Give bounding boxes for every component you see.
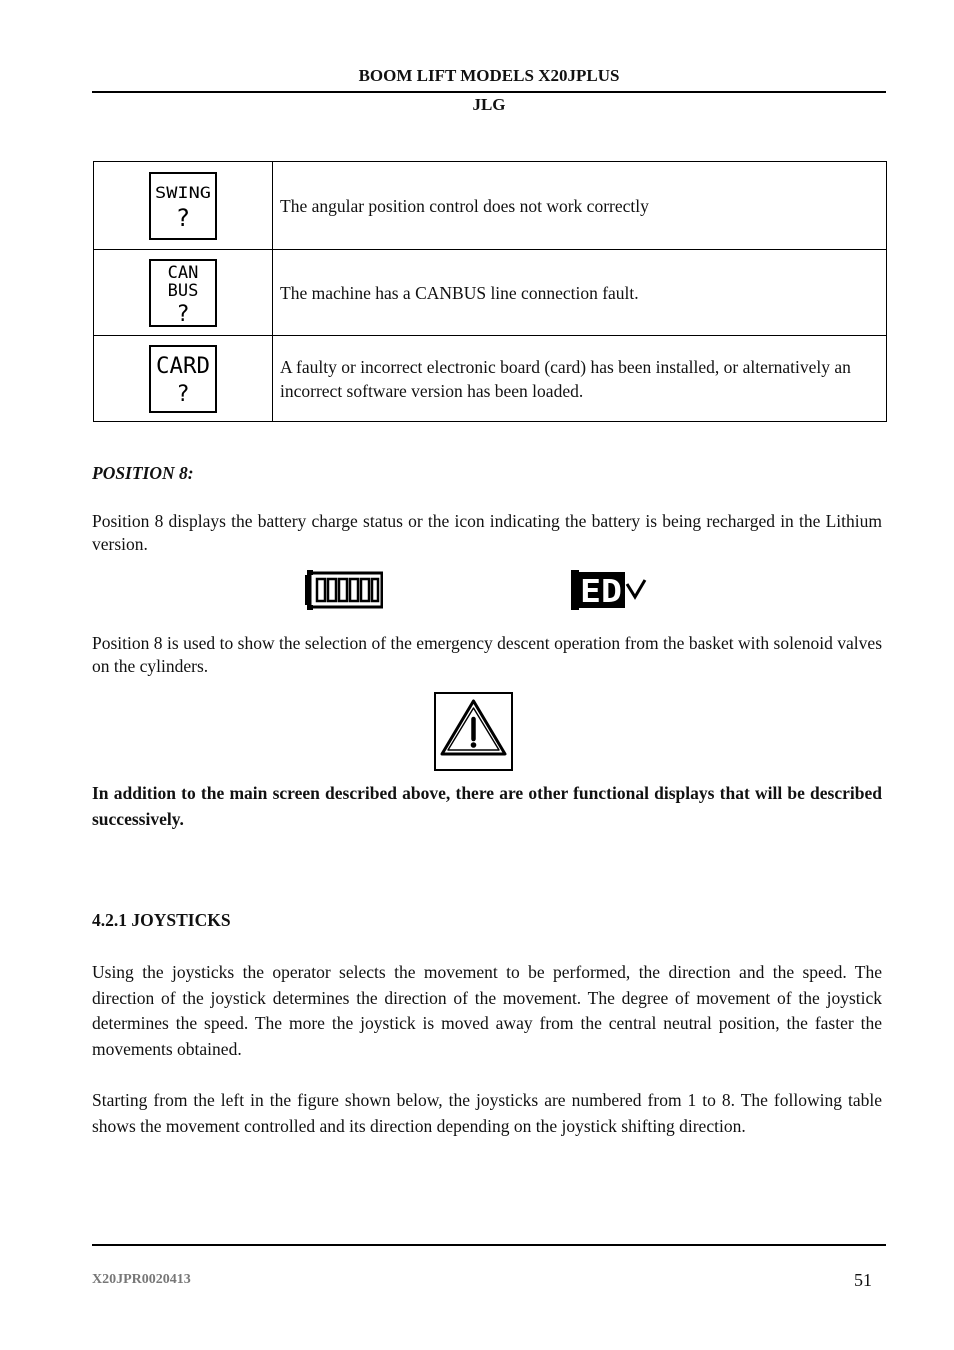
icon-line: BUS: [167, 280, 199, 301]
header-rule: [92, 91, 886, 93]
joysticks-paragraph-2: Starting from the left in the figure shown below, the joysticks are numbered from 1 to 8. The following table shows the movement controlled and its direction depending on the joystick shifting direction.: [92, 1090, 882, 1136]
ed-icon-label: ED: [580, 574, 622, 610]
additional-displays-note: In addition to the main screen described above, there are other functional displays that will be described successively.: [92, 783, 882, 829]
table-row: [94, 336, 887, 422]
icon-line: ?: [176, 301, 190, 325]
icon-cell: [94, 162, 273, 250]
icon-line: SWING: [155, 182, 211, 202]
icon-line: CARD: [156, 353, 210, 379]
fault-description: The machine has a CANBUS line connection fault.: [273, 250, 887, 336]
battery-charge-icon: [305, 570, 383, 610]
card-question-icon: [149, 345, 217, 413]
swing-question-icon: [149, 172, 217, 240]
icon-cell: [94, 336, 273, 422]
position-8-paragraph-1: Position 8 displays the battery charge status or the icon indicating the battery is being recharged in the Lithium version.: [92, 511, 882, 554]
table-row: [94, 162, 887, 250]
position-8-paragraph-2: Position 8 is used to show the selection of the emergency descent operation from the basket with solenoid valves on the cylinders.: [92, 633, 882, 676]
warning-icon: [434, 692, 514, 772]
icon-line: ?: [175, 203, 191, 232]
canbus-question-icon: [149, 259, 217, 327]
header-title: BOOM LIFT MODELS X20JPLUS: [358, 66, 620, 85]
header-brand: JLG: [472, 95, 506, 114]
section-heading-joysticks: 4.2.1 JOYSTICKS: [92, 910, 231, 930]
table-row: [94, 250, 887, 336]
fault-description: The angular position control does not work correctly: [273, 162, 887, 250]
page-number: 51: [854, 1270, 872, 1290]
position-8-title: POSITION 8:: [92, 463, 194, 483]
icon-cell: [94, 250, 273, 336]
icon-line: CAN: [167, 262, 199, 283]
emergency-descent-icon: [571, 570, 647, 610]
icon-line: ?: [176, 381, 190, 407]
fault-code-table: [93, 161, 887, 422]
footer-rule: [92, 1244, 886, 1246]
fault-description: A faulty or incorrect electronic board (card) has been installed, or alternatively an incorrect software version has been loaded.: [273, 336, 887, 422]
document-code: X20JPR0020413: [92, 1272, 191, 1287]
joysticks-paragraph-1: Using the joysticks the operator selects the movement to be performed, the direction and the speed. The direction of the joystick determines the direction of the movement. The degree of movement of the joystick determines the speed. The more the joystick is moved away from the central neutral position, the faster the movements obtained.: [92, 962, 882, 1060]
